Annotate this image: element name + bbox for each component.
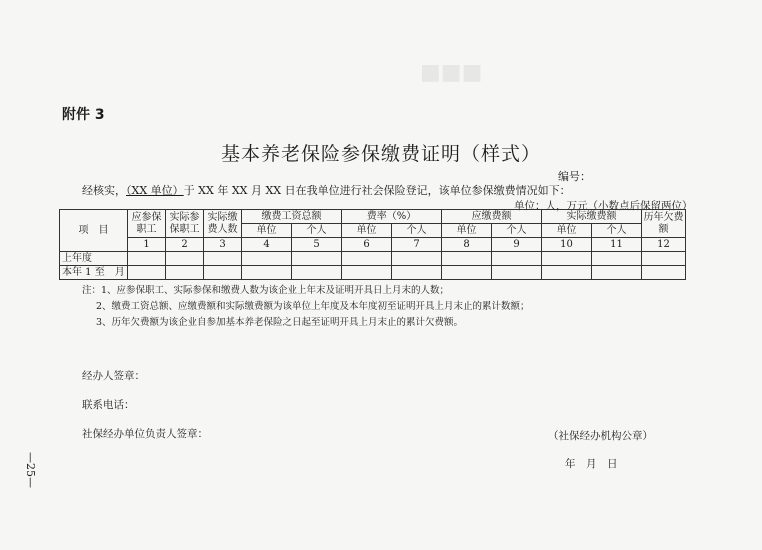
sub-person: 个人 xyxy=(292,224,342,238)
row-label-this-year: 本年 1 至 月 xyxy=(60,266,128,280)
table-cell xyxy=(492,266,542,280)
col-number: 12 xyxy=(642,238,686,252)
col-number: 10 xyxy=(542,238,592,252)
table-cell xyxy=(292,252,342,266)
table-cell xyxy=(342,252,392,266)
verify-prefix: 经核实， xyxy=(82,184,126,197)
sub-unit: 单位 xyxy=(342,224,392,238)
col-number: 7 xyxy=(392,238,442,252)
table-cell xyxy=(342,266,392,280)
col-number: 8 xyxy=(442,238,492,252)
header-rate: 费率（%） xyxy=(342,210,442,224)
table-row xyxy=(60,252,686,266)
header-actual-payers: 实际缴费人数 xyxy=(204,210,242,238)
page-number: —25— xyxy=(24,452,37,488)
note-3: 3、历年欠费额为该企业自参加基本养老保险之日起至证明开具上月末止的累计欠费额。 xyxy=(96,317,464,328)
table-cell xyxy=(392,266,442,280)
sub-unit: 单位 xyxy=(542,224,592,238)
table-cell xyxy=(542,266,592,280)
official-seal: （社保经办机构公章） xyxy=(548,430,653,442)
sub-person: 个人 xyxy=(592,224,642,238)
watermark-shadow: ■■■ xyxy=(420,60,483,85)
table-cell xyxy=(642,266,686,280)
col-number: 2 xyxy=(166,238,204,252)
row-label-last-year: 上年度 xyxy=(60,252,128,266)
table-cell xyxy=(642,252,686,266)
table-cell xyxy=(242,252,292,266)
verify-rest: 于 XX 年 XX 月 XX 日在我单位进行社会保险登记，该单位参保缴费情况如下： xyxy=(183,184,571,197)
header-wage-total: 缴费工资总额 xyxy=(242,210,342,224)
col-number: 9 xyxy=(492,238,542,252)
leader-signature: 社保经办单位负责人签章： xyxy=(82,428,208,440)
col-number: 6 xyxy=(342,238,392,252)
col-number: 1 xyxy=(128,238,166,252)
notes-block xyxy=(82,283,530,331)
number-label: 编号： xyxy=(558,170,591,183)
col-number: 11 xyxy=(592,238,642,252)
table-cell xyxy=(592,252,642,266)
table-cell xyxy=(442,266,492,280)
col-number: 3 xyxy=(204,238,242,252)
contact-phone: 联系电话： xyxy=(82,399,135,411)
attachment-label: 附件 3 xyxy=(62,107,105,123)
table-cell xyxy=(166,266,204,280)
unit-placeholder: （XX 单位） xyxy=(126,184,184,197)
table-cell xyxy=(542,252,592,266)
verify-line xyxy=(82,182,571,198)
table-cell xyxy=(392,252,442,266)
table-cell xyxy=(128,252,166,266)
handler-signature: 经办人签章： xyxy=(82,370,145,382)
header-arrears: 历年欠费额 xyxy=(642,210,686,238)
sub-unit: 单位 xyxy=(442,224,492,238)
col-number: 5 xyxy=(292,238,342,252)
table-cell xyxy=(166,252,204,266)
header-paid: 实际缴费额 xyxy=(542,210,642,224)
table-row xyxy=(60,266,686,280)
table-cell xyxy=(128,266,166,280)
note-1: 注：1、应参保职工、实际参保和缴费人数为该企业上年末及证明开具日上月末的人数； xyxy=(82,285,450,296)
table-cell xyxy=(242,266,292,280)
note-2: 2、缴费工资总额、应缴费额和实际缴费额为该单位上年度及本年度初至证明开具上月末止的累计数额； xyxy=(96,301,530,312)
sub-person: 个人 xyxy=(392,224,442,238)
header-actual-workers: 实际参保职工 xyxy=(166,210,204,238)
col-number: 4 xyxy=(242,238,292,252)
table-cell xyxy=(492,252,542,266)
unit-note: 单位：人，万元（小数点后保留两位） xyxy=(514,200,693,212)
table-cell xyxy=(592,266,642,280)
sub-unit: 单位 xyxy=(242,224,292,238)
header-should-workers: 应参保职工 xyxy=(128,210,166,238)
payment-table xyxy=(59,209,686,280)
date-line: 年 月 日 xyxy=(565,458,618,470)
table-cell xyxy=(204,252,242,266)
header-due: 应缴费额 xyxy=(442,210,542,224)
table-cell xyxy=(292,266,342,280)
item-header: 项 目 xyxy=(60,210,128,252)
table-cell xyxy=(204,266,242,280)
page-title: 基本养老保险参保缴费证明（样式） xyxy=(220,143,541,165)
sub-person: 个人 xyxy=(492,224,542,238)
table-cell xyxy=(442,252,492,266)
